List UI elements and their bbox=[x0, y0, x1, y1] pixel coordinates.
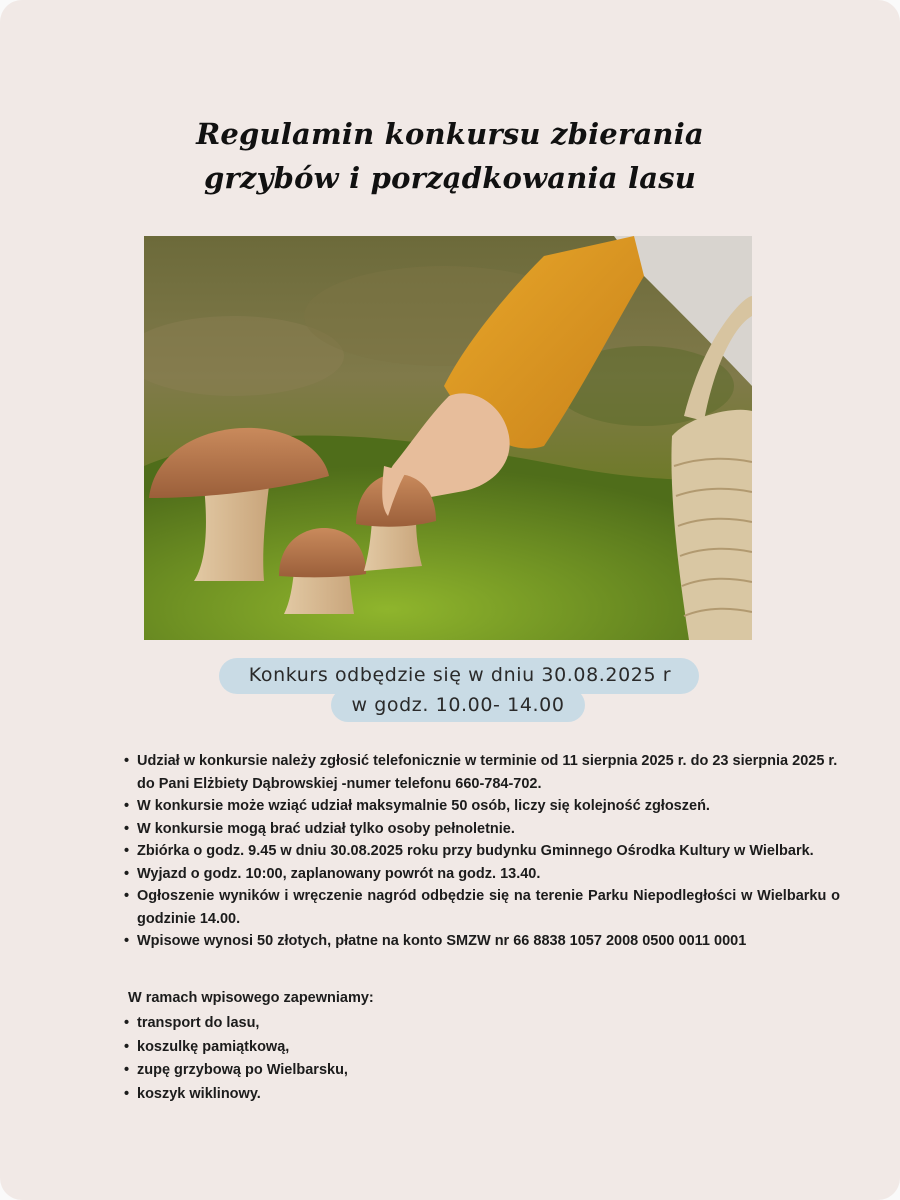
provided-item: • koszulkę pamiątkową, bbox=[124, 1036, 524, 1060]
page-title bbox=[0, 112, 900, 200]
rule-item: • Wpisowe wynosi 50 złotych, płatne na konto SMZW nr 66 8838 1057 2008 0500 0011 0001 bbox=[124, 930, 840, 953]
provided-item: • zupę grzybową po Wielbarsku, bbox=[124, 1059, 524, 1083]
provided-heading: W ramach wpisowego zapewniamy: bbox=[128, 990, 374, 1006]
rule-item: • Wyjazd o godz. 10:00, zaplanowany powrót na godz. 13.40. bbox=[124, 863, 840, 886]
rule-item: • Udział w konkursie należy zgłosić telefonicznie w terminie od 11 sierpnia 2025 r. do 23 sierpnia 2025 r. do Pani Elżbiety Dąbrowskiej -numer telefonu 660-784-702. bbox=[124, 750, 840, 795]
title-line-2: grzybów i porządkowania lasu bbox=[203, 161, 697, 195]
provided-item: • koszyk wiklinowy. bbox=[124, 1083, 524, 1107]
provided-item: • transport do lasu, bbox=[124, 1012, 524, 1036]
provided-list bbox=[124, 1012, 524, 1106]
rule-item: • W konkursie może wziąć udział maksymalnie 50 osób, liczy się kolejność zgłoszeń. bbox=[124, 795, 840, 818]
rules-list bbox=[124, 750, 840, 953]
event-date-text: Konkurs odbędzie się w dniu 30.08.2025 r bbox=[248, 664, 672, 686]
rule-item: • Ogłoszenie wyników i wręczenie nagród odbędzie się na terenie Parku Niepodległości w Wielbarku o godzinie 14.00. bbox=[124, 885, 840, 930]
event-time-text: w godz. 10.00- 14.00 bbox=[351, 694, 565, 716]
title-line-1: Regulamin konkursu zbierania bbox=[196, 117, 704, 151]
rule-item: • W konkursie mogą brać udział tylko osoby pełnoletnie. bbox=[124, 818, 840, 841]
mushroom-photo-illustration bbox=[144, 236, 752, 640]
mushroom-picking-photo bbox=[144, 236, 752, 640]
rule-item: • Zbiórka o godz. 9.45 w dniu 30.08.2025 roku przy budynku Gminnego Ośrodka Kultury w Wielbark. bbox=[124, 840, 840, 863]
